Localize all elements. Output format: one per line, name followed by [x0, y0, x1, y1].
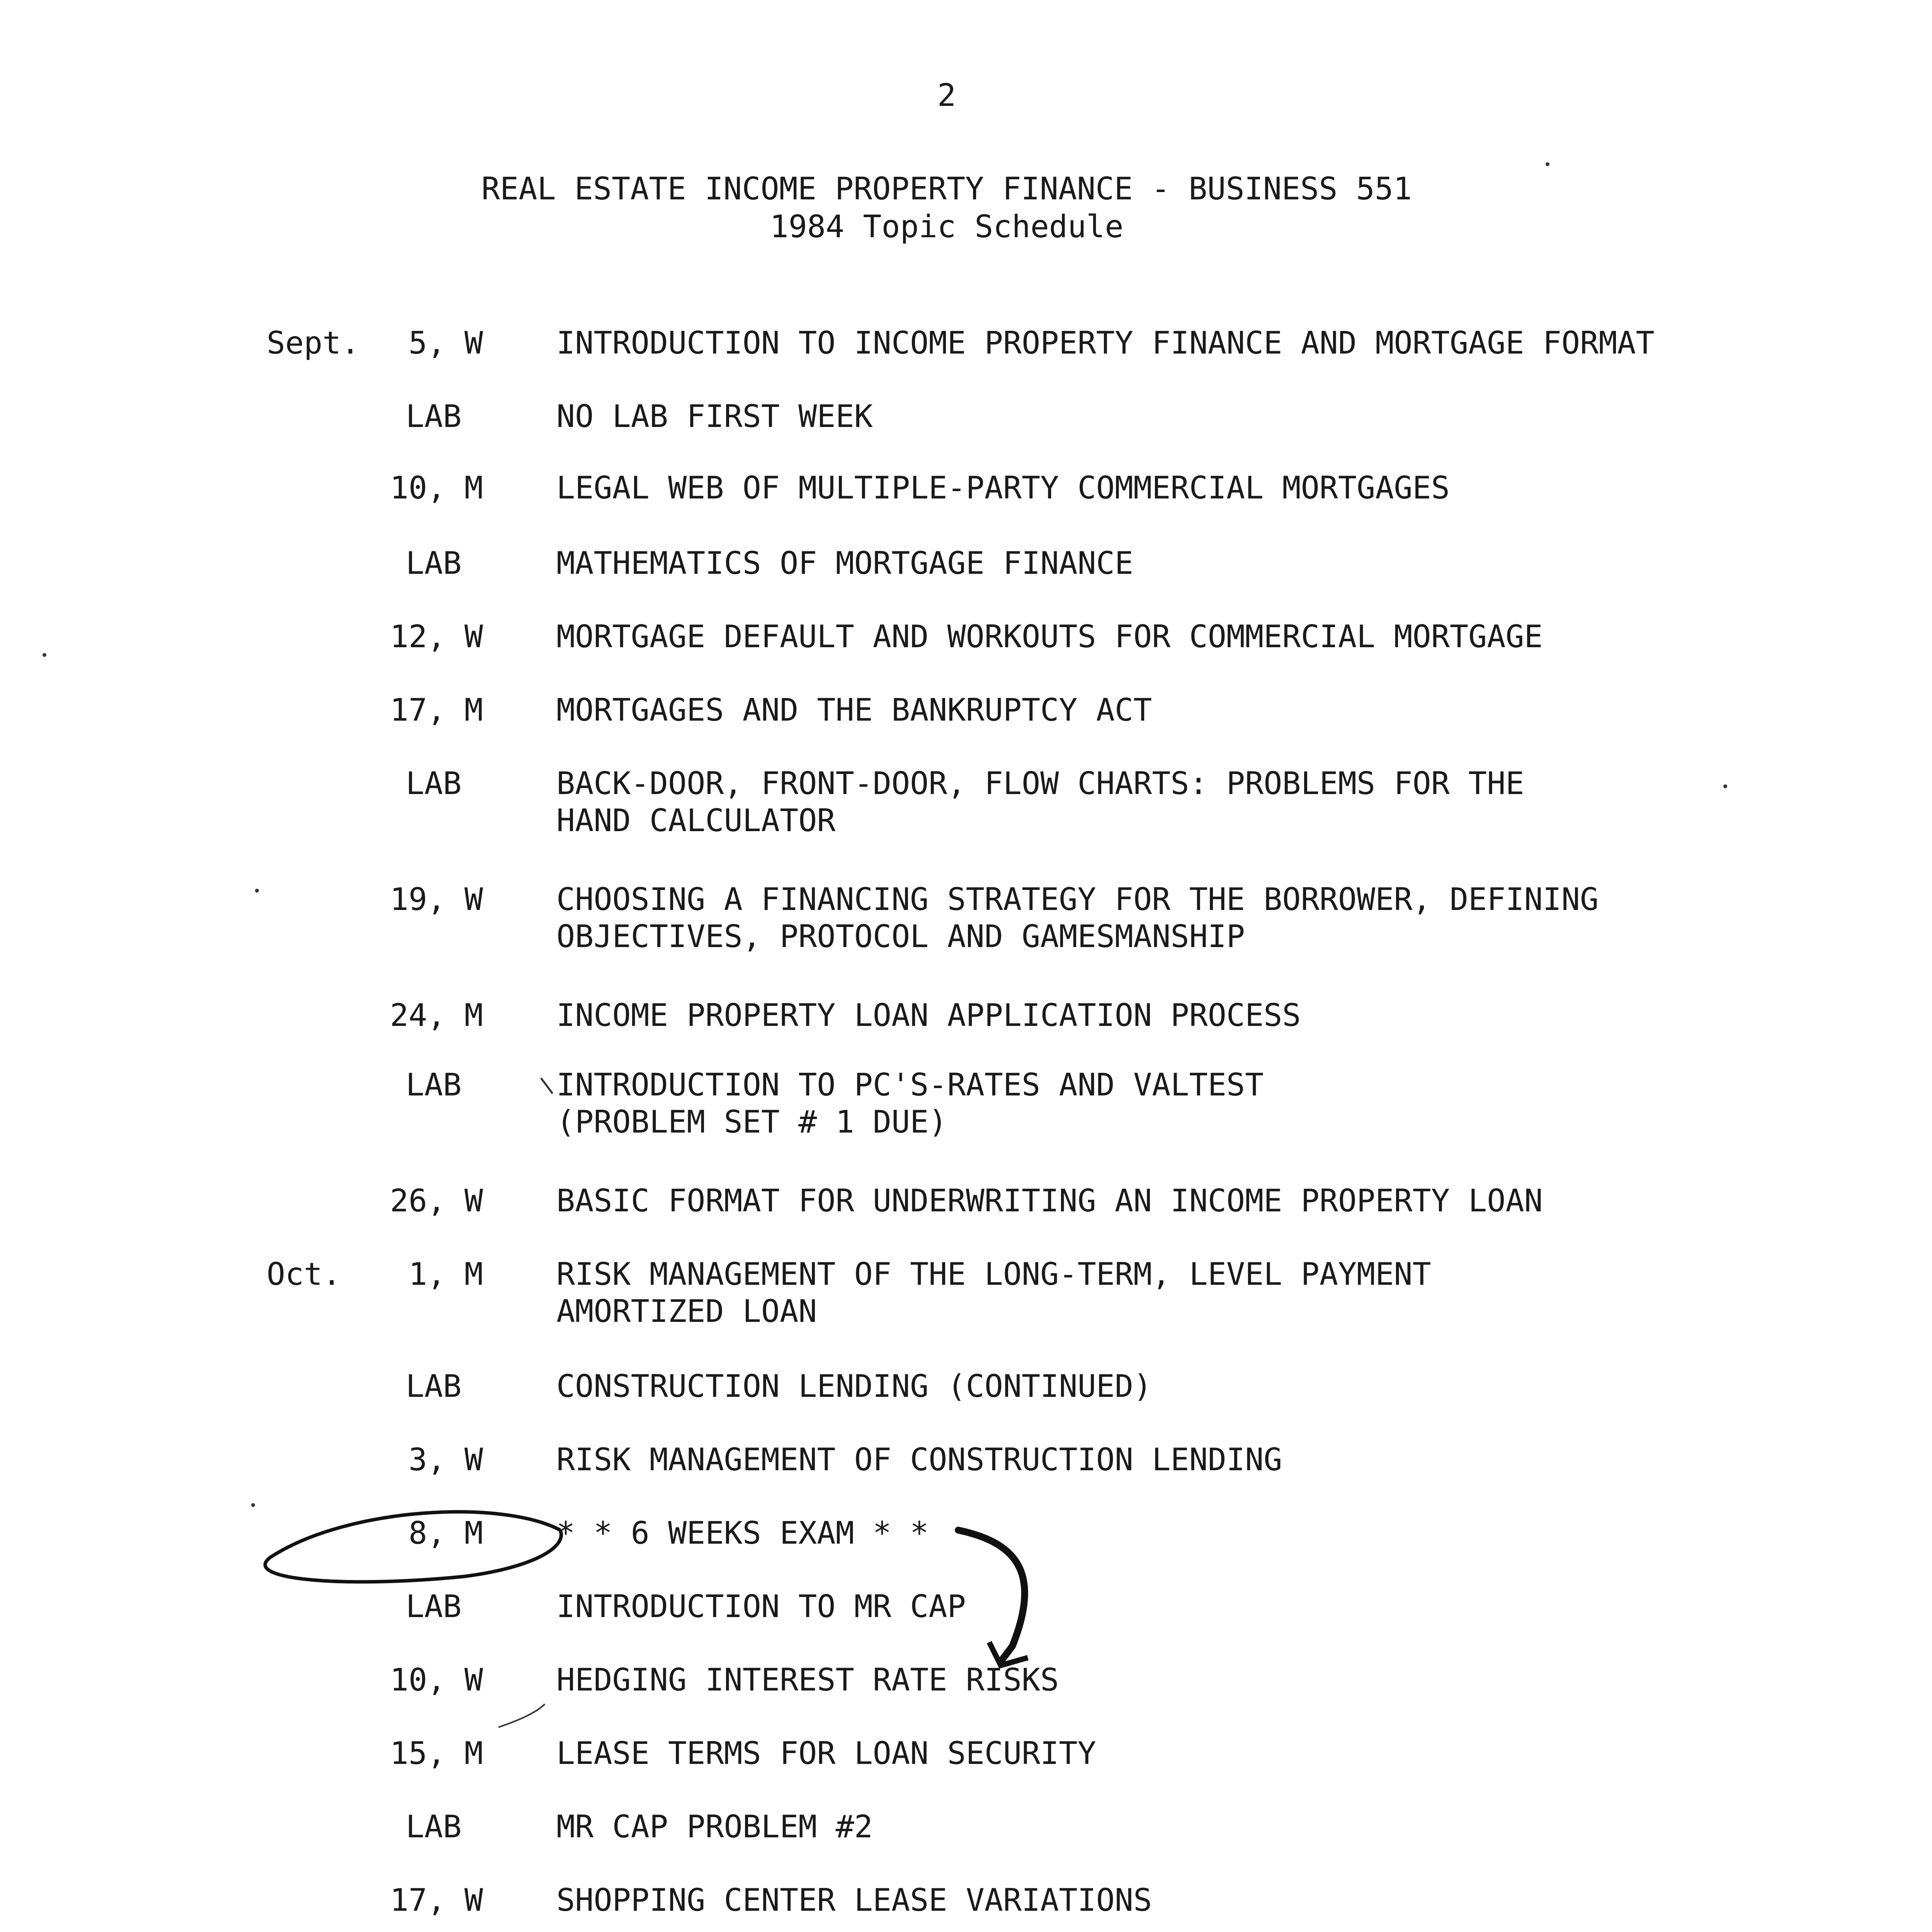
session-topic: BASIC FORMAT FOR UNDERWRITING AN INCOME PROPERTY LOAN — [556, 1183, 1543, 1219]
lab-label: LAB — [406, 545, 462, 581]
session-topic: MR CAP PROBLEM #2 — [556, 1809, 873, 1845]
session-date: 19, W — [390, 881, 483, 917]
session-date: 10, M — [390, 470, 483, 506]
session-date: 17, M — [390, 692, 483, 728]
month-label-sept: Sept. — [267, 325, 360, 361]
session-date: 1, M — [408, 1256, 483, 1292]
session-topic: * * 6 WEEKS EXAM * * — [556, 1515, 929, 1551]
session-date: 5, W — [408, 325, 483, 361]
lab-label: LAB — [406, 1809, 462, 1845]
session-topic: INTRODUCTION TO INCOME PROPERTY FINANCE AND MORTGAGE FORMAT — [556, 325, 1655, 361]
page-number: 2 — [937, 77, 956, 113]
session-date: 15, M — [390, 1735, 483, 1771]
session-topic: RISK MANAGEMENT OF THE LONG-TERM, LEVEL PAYMENT AMORTIZED LOAN — [556, 1256, 1431, 1329]
session-topic: INCOME PROPERTY LOAN APPLICATION PROCESS — [556, 997, 1301, 1033]
lab-label: LAB — [406, 765, 462, 801]
course-title: REAL ESTATE INCOME PROPERTY FINANCE - BUSINESS 551 — [481, 171, 1412, 207]
session-topic: CONSTRUCTION LENDING (CONTINUED) — [556, 1368, 1152, 1404]
session-topic: LEASE TERMS FOR LOAN SECURITY — [556, 1735, 1096, 1771]
session-date: 8, M — [408, 1515, 483, 1551]
session-date: 12, W — [390, 619, 483, 655]
session-topic: MORTGAGE DEFAULT AND WORKOUTS FOR COMMERCIAL MORTGAGE — [556, 619, 1543, 655]
session-topic: INTRODUCTION TO MR CAP — [556, 1588, 966, 1624]
session-date: 24, M — [390, 997, 483, 1033]
session-date: 10, W — [390, 1662, 483, 1698]
session-topic: RISK MANAGEMENT OF CONSTRUCTION LENDING — [556, 1442, 1282, 1478]
session-date: 3, W — [408, 1442, 483, 1478]
session-topic: MATHEMATICS OF MORTGAGE FINANCE — [556, 545, 1134, 581]
session-topic: MORTGAGES AND THE BANKRUPTCY ACT — [556, 692, 1152, 728]
lab-label: LAB — [406, 1588, 462, 1624]
session-date: 17, W — [390, 1882, 483, 1918]
lab-label: LAB — [406, 1368, 462, 1404]
session-topic: NO LAB FIRST WEEK — [556, 398, 873, 434]
schedule-subtitle: 1984 Topic Schedule — [770, 209, 1124, 245]
session-topic: BACK-DOOR, FRONT-DOOR, FLOW CHARTS: PROBLEMS FOR THE HAND CALCULATOR — [556, 765, 1524, 838]
circle-annotation — [265, 1512, 561, 1582]
session-date: 26, W — [390, 1183, 483, 1219]
session-topic: INTRODUCTION TO PC'S-RATES AND VALTEST (PROBLEM SET # 1 DUE) — [556, 1067, 1264, 1140]
lab-label: LAB — [406, 1067, 462, 1103]
session-topic: CHOOSING A FINANCING STRATEGY FOR THE BORROWER, DEFINING OBJECTIVES, PROTOCOL AND GAMESMANSHIP — [556, 881, 1599, 954]
session-topic: HEDGING INTEREST RATE RISKS — [556, 1662, 1059, 1698]
lab-label: LAB — [406, 398, 462, 434]
session-topic: LEGAL WEB OF MULTIPLE-PARTY COMMERCIAL MORTGAGES — [556, 470, 1450, 506]
month-label-oct: Oct. — [267, 1256, 341, 1292]
session-topic: SHOPPING CENTER LEASE VARIATIONS — [556, 1882, 1152, 1918]
